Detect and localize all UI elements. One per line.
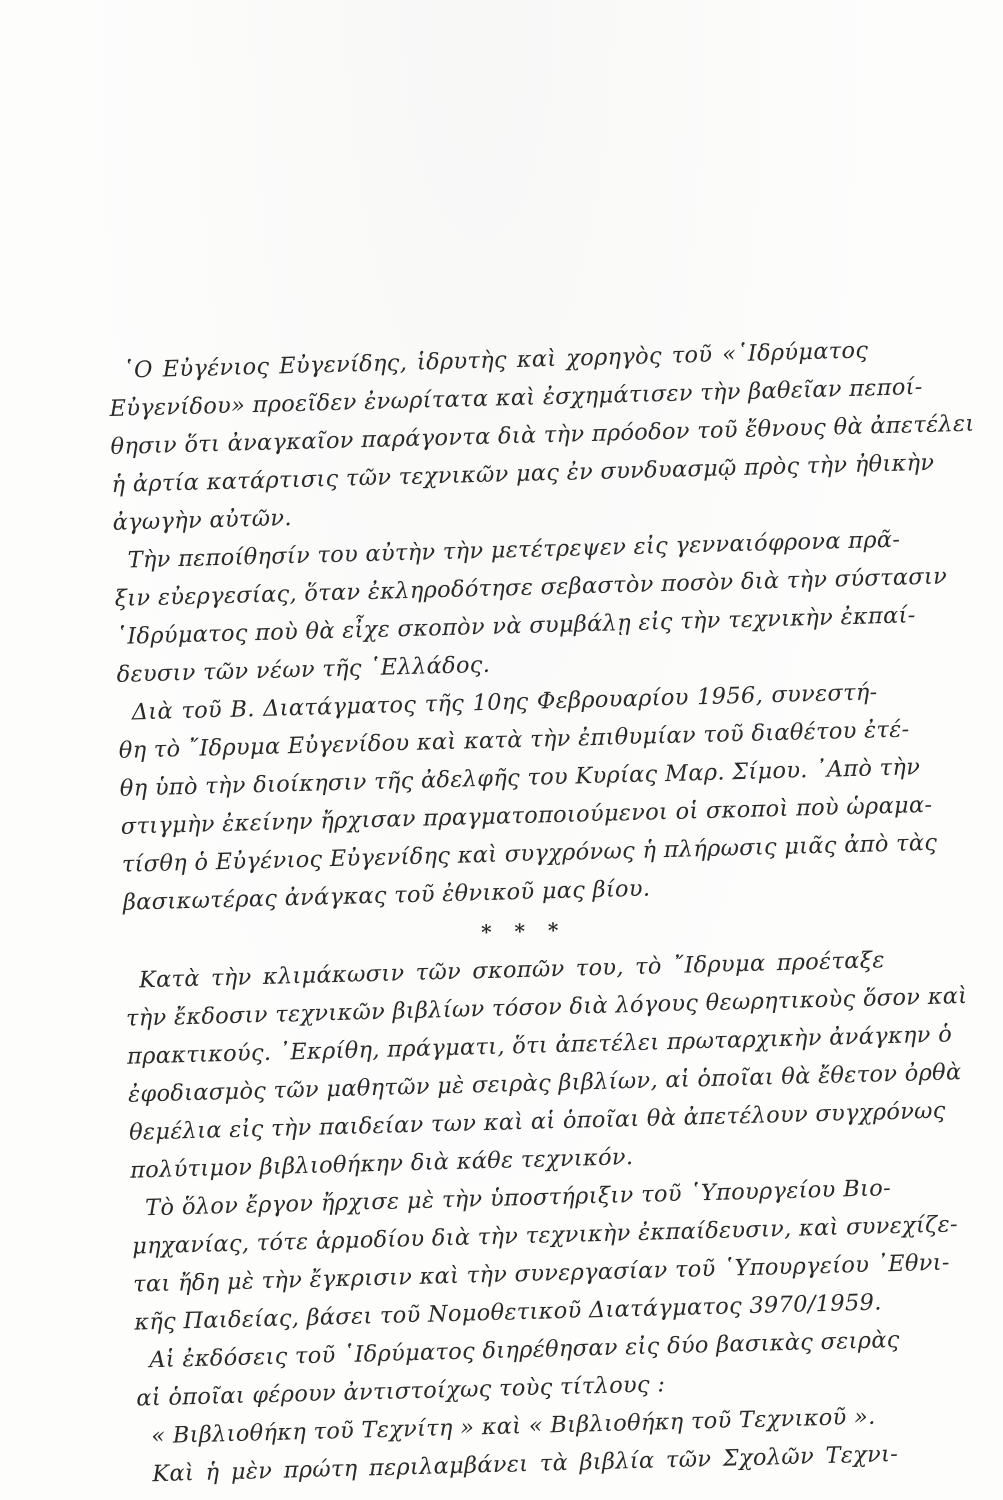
text-line: θεμέλια εἰς τὴν παιδείαν των καὶ αἱ ὁποῖαι θὰ ἀπετέλουν συγχρόνως (128, 1097, 946, 1146)
text-line: αἱ ὁποῖαι φέρουν ἀντιστοίχως τοὺς τίτλους : (135, 1371, 666, 1412)
text-line: κῆς Παιδείας, βάσει τοῦ Νομοθετικοῦ Διατάγματος 3970/1959. (133, 1289, 882, 1336)
text-line: ῾Ο Εὐγένιος Εὐγενίδης, ἱδρυτὴς καὶ χορηγὸς τοῦ «῾Ιδρύματος (122, 337, 869, 384)
text-line: Κατὰ τὴν κλιμάκωσιν τῶν σκοπῶν του, τὸ ῎Ιδρυμα προέταξε (138, 947, 886, 994)
text-line: δευσιν τῶν νέων τῆς ῾Ελλάδος. (116, 651, 491, 688)
text-line: στιγμὴν ἐκείνην ἤρχισαν πραγματοποιούμενοι οἱ σκοποὶ ποὺ ὡραμα- (120, 791, 933, 840)
text-line: Καὶ ἡ μὲν πρώτη περιλαμβάνει τὰ βιβλία τῶν Σχολῶν Τεχνι- (152, 1441, 899, 1488)
text-line: Αἱ ἐκδόσεις τοῦ ῾Ιδρύματος διηρέθησαν εἰς δύο βασικὰς σειρὰς (148, 1326, 900, 1374)
text-line: Εὐγενίδου» προεῖδεν ἐνωρίτατα καὶ ἐσχημάτισεν τὴν βαθεῖαν πεποί- (109, 373, 923, 422)
bleed-through-text (110, 92, 870, 182)
section-separator: * * * (480, 917, 567, 945)
text-line: πρακτικούς. ᾿Εκρίθη, πράγματι, ὅτι ἀπετέλει πρωταρχικὴν ἀνάγκην ὁ (126, 1021, 953, 1070)
text-line: « Βιβλιοθήκη τοῦ Τεχνίτη » καὶ « Βιβλιοθήκη τοῦ Τεχνικοῦ ». (150, 1403, 876, 1450)
text-line: ἡ ἀρτία κατάρτισις τῶν τεχνικῶν μας ἐν συνδυασμῷ πρὸς τὴν ἠθικὴν (111, 449, 935, 498)
text-line: τὴν ἔκδοσιν τεχνικῶν βιβλίων τόσον διὰ λόγους θεωρητικοὺς ὅσον καὶ (125, 982, 968, 1032)
text-line: Τὴν πεποίθησίν του αὐτὴν τὴν μετέτρεψεν εἰς γενναιόφρονα πρᾶ- (127, 526, 901, 574)
text-line: βασικωτέρας ἀνάγκας τοῦ ἐθνικοῦ μας βίου. (122, 875, 651, 916)
text-line: τίσθη ὁ Εὐγένιος Εὐγενίδης καὶ συγχρόνως ἡ πλήρωσις μιᾶς ἀπὸ τὰς (121, 829, 938, 878)
text-line: ται ἤδη μὲ τὴν ἔγκρισιν καὶ τὴν συνεργασίαν τοῦ ῾Υπουργείου ᾿Εθνι- (132, 1249, 951, 1298)
body-text (108, 331, 975, 1493)
text-line: ἐφοδιασμὸς τῶν μαθητῶν μὲ σειρὰς βιβλίων, αἱ ὁποῖαι θὰ ἔθετον ὀρθὰ (127, 1059, 962, 1108)
text-line: μηχανίας, τότε ἁρμοδίου διὰ τὴν τεχνικὴν ἐκπαίδευσιν, καὶ συνεχίζε- (131, 1211, 959, 1260)
text-line: θη τὸ ῎Ιδρυμα Εὐγενίδου καὶ κατὰ τὴν ἐπιθυμίαν τοῦ διαθέτου ἐτέ- (118, 716, 910, 764)
text-line: θησιν ὅτι ἀναγκαῖον παράγοντα διὰ τὴν πρόοδον τοῦ ἔθνους θὰ ἀπετέλει (110, 410, 975, 460)
text-line: ἀγωγὴν αὐτῶν. (112, 505, 293, 536)
text-line: ῾Ιδρύματος ποὺ θὰ εἶχε σκοπὸν νὰ συμβάλῃ εἰς τὴν τεχνικὴν ἐκπαί- (115, 602, 916, 650)
text-line: θη ὑπὸ τὴν διοίκησιν τῆς ἀδελφῆς του Κυρίας Μαρ. Σίμου. ᾿Απὸ τὴν (119, 754, 921, 802)
text-line: Διὰ τοῦ Β. Διατάγματος τῆς 10ης Φεβρουαρίου 1956, συνεστή- (131, 679, 878, 726)
text-line: ξιν εὐεργεσίας, ὅταν ἐκληροδότησε σεβαστὸν ποσὸν διὰ τὴν σύστασιν (114, 563, 948, 612)
text-line: Τὸ ὅλον ἔργον ἤρχισε μὲ τὴν ὑποστήριξιν τοῦ ῾Υπουργείου Βιο- (144, 1175, 892, 1222)
text-line: πολύτιμον βιβλιοθήκην διὰ κάθε τεχνικόν. (129, 1144, 634, 1184)
